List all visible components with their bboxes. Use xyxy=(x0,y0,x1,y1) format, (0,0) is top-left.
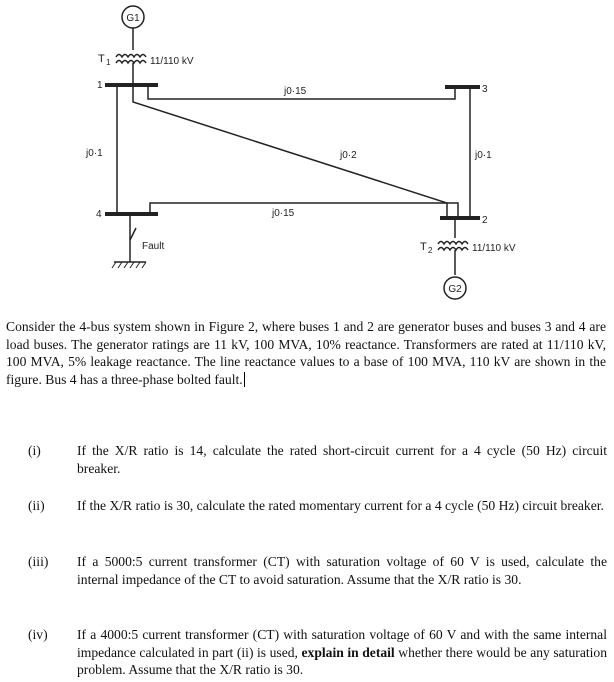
line-1-2-reactance: j0·2 xyxy=(340,150,357,161)
fault-label: Fault xyxy=(142,241,165,252)
line-3-2-reactance: j0·1 xyxy=(475,150,492,161)
generator-g1-label: G1 xyxy=(126,13,140,24)
question-number: (iv) xyxy=(28,627,48,642)
bus-2-label: 2 xyxy=(482,215,488,226)
question-number: (ii) xyxy=(28,498,45,513)
question-number: (i) xyxy=(28,443,41,458)
bus-4-label: 4 xyxy=(96,209,102,220)
bus-3-label: 3 xyxy=(482,84,488,95)
transformer-t2-sub: 2 xyxy=(428,246,433,255)
problem-intro xyxy=(6,318,606,388)
question-text: If the X/R ratio is 30, calculate the rated momentary current for a 4 cycle (50 Hz) circuit breaker. xyxy=(77,498,604,513)
bus-1-label: 1 xyxy=(97,80,103,91)
question-text-bold: explain in detail xyxy=(301,644,395,660)
question-text xyxy=(77,626,607,679)
line-1-2 xyxy=(133,85,447,218)
line-4-2-reactance: j0·15 xyxy=(272,208,295,219)
line-1-3-reactance: j0·15 xyxy=(284,86,307,97)
transformer-t1-label: T xyxy=(98,53,105,65)
line-4-2 xyxy=(150,203,458,218)
transformer-t1-symbol xyxy=(116,55,146,64)
power-system-diagram xyxy=(0,0,614,310)
question-text-part-a: If a 4000:5 current transformer (CT) with saturation voltage of 60 V and with the same internal impedance calculated in part (ii) is used, xyxy=(77,627,607,660)
transformer-t2-rating: 11/110 kV xyxy=(472,243,516,254)
transformer-t2-symbol xyxy=(438,242,468,251)
question-text: If a 5000:5 current transformer (CT) with saturation voltage of 60 V is used, calculate the internal impedance of the CT to avoid saturation. Assume that the X/R ratio is 30. xyxy=(77,554,607,587)
transformer-t2-label: T xyxy=(420,241,427,253)
generator-g2-label: G2 xyxy=(448,284,462,295)
transformer-t1-rating: 11/110 kV xyxy=(150,56,194,67)
question-number: (iii) xyxy=(28,554,49,569)
problem-intro-text: Consider the 4-bus system shown in Figure 2, where buses 1 and 2 are generator buses and buses 3 and 4 are load buses. The generator ratings are 11 kV, 100 MVA, 10% reactance. Transformers are rated at 11/110 kV, 100 MVA, 5% leakage reactance. The line reactance values to a base of 100 MVA, 110 kV are shown in the figure. Bus 4 has a three-phase bolted fault. xyxy=(6,319,606,387)
transformer-t1-sub: 1 xyxy=(106,58,111,67)
text-cursor xyxy=(244,372,245,387)
question-text-part-b: whether there would be any saturation problem. Assume that the X/R ratio is 30. xyxy=(77,644,607,677)
line-1-4-reactance: j0·1 xyxy=(86,148,103,159)
fault-symbol xyxy=(130,228,136,262)
question-text: If the X/R ratio is 14, calculate the rated short-circuit current for a 4 cycle (50 Hz) circuit breaker. xyxy=(77,443,607,476)
